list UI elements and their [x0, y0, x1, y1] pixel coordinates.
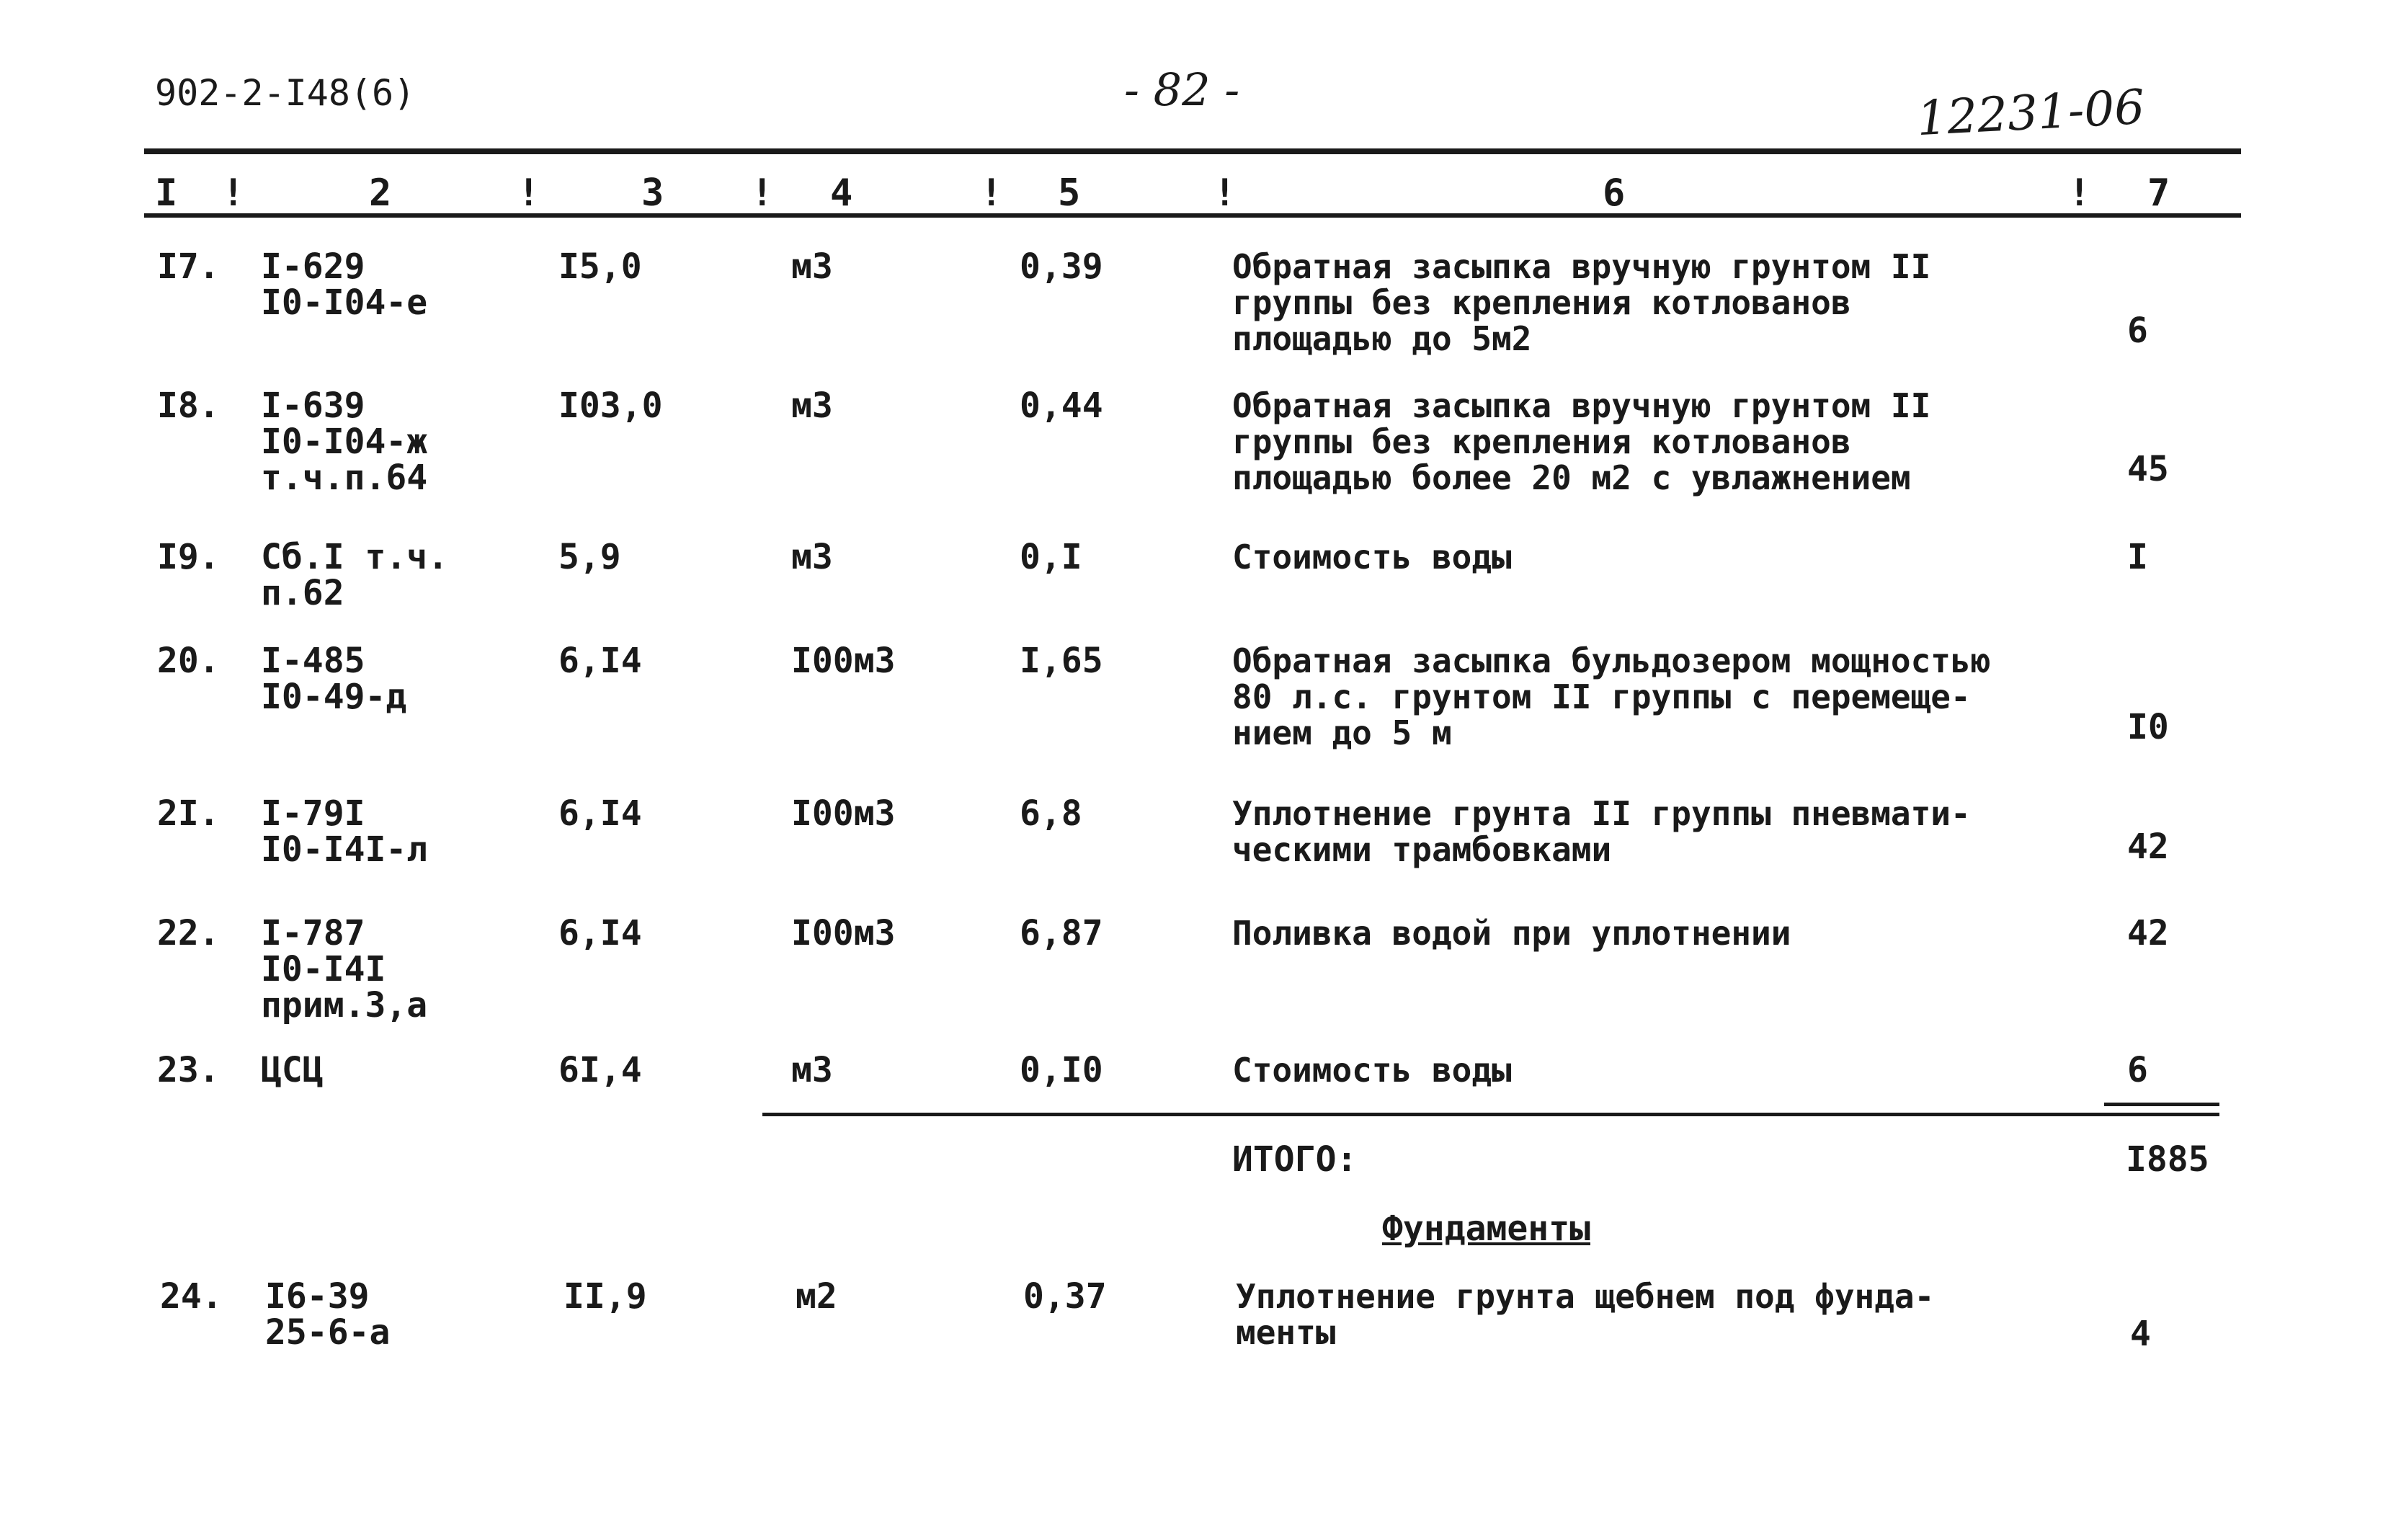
unit-price: 0,I [1020, 537, 1082, 577]
unit: м3 [791, 537, 833, 577]
norm-code: I6-39 25-6-а [265, 1276, 391, 1353]
work-description: Обратная засыпка вручную грунтом II группы без крепления котлованов площадью до 5м2 [1232, 247, 1931, 358]
column-header-6: 6 [1603, 172, 1626, 215]
row-number: 23. [157, 1050, 220, 1090]
unit: I00м3 [791, 913, 896, 953]
row-number: I9. [157, 537, 220, 577]
total-cost: 6 [2127, 1050, 2148, 1090]
column-header-4: 4 [830, 172, 853, 215]
unit-price: I,65 [1020, 641, 1103, 681]
norm-code: I-639 I0-I04-ж т.ч.п.64 [261, 386, 428, 498]
unit: I00м3 [791, 641, 896, 681]
unit: м2 [796, 1276, 837, 1317]
unit: м3 [791, 1050, 833, 1090]
total-cost: I0 [2127, 707, 2169, 747]
unit-price: 6,87 [1020, 913, 1103, 953]
quantity: 6,I4 [558, 641, 642, 681]
column-separator: ! [751, 172, 774, 215]
column-separator: ! [2068, 172, 2091, 215]
archive-number: 12231-06 [1915, 79, 2147, 147]
unit-price: 0,I0 [1020, 1050, 1103, 1090]
unit: м3 [791, 246, 833, 287]
page-number: - 82 - [1124, 63, 1240, 116]
column-separator: ! [980, 172, 1003, 215]
subtotal-label: ИТОГО: [1232, 1139, 1358, 1180]
column-header-3: 3 [641, 172, 664, 215]
work-description: Уплотнение грунта щебнем под фунда- менты [1236, 1277, 1935, 1352]
column-header-5: 5 [1058, 172, 1081, 215]
quantity: I5,0 [558, 246, 642, 287]
norm-code: ЦСЦ [261, 1050, 324, 1090]
row-number: I7. [157, 246, 220, 287]
work-description: Поливка водой при уплотнении [1232, 914, 1791, 953]
quantity: 6,I4 [558, 913, 642, 953]
top-rule [144, 148, 2241, 154]
work-description: Уплотнение грунта II группы пневмати- ческими трамбовками [1232, 794, 1971, 869]
total-cost: 6 [2127, 311, 2148, 351]
work-description: Стоимость воды [1232, 1051, 1512, 1090]
total-cost: 45 [2127, 449, 2169, 489]
norm-code: I-629 I0-I04-е [261, 246, 428, 323]
column-separator: ! [517, 172, 540, 215]
norm-code: I-79I I0-I4I-л [261, 793, 428, 870]
total-cost: 4 [2130, 1314, 2151, 1354]
header-rule [144, 213, 2241, 218]
section-title: Фундаменты [1382, 1209, 1590, 1249]
quantity: II,9 [564, 1276, 647, 1317]
unit: I00м3 [791, 793, 896, 834]
work-description: Обратная засыпка вручную грунтом II группы без крепления котлованов площадью более 20 м2 с увлажнением [1232, 386, 1931, 497]
column-header-2: 2 [369, 172, 392, 215]
total-cost: 42 [2127, 913, 2169, 953]
row-number: I8. [157, 386, 220, 426]
column-separator: ! [1213, 172, 1237, 215]
row-number: 2I. [157, 793, 220, 834]
quantity: 6,I4 [558, 793, 642, 834]
norm-code: I-787 I0-I4I прим.3,а [261, 913, 428, 1025]
quantity: 6I,4 [558, 1050, 642, 1090]
subtotal-value: I885 [2126, 1139, 2209, 1180]
column-header-7: 7 [2147, 172, 2170, 215]
norm-code: I-485 I0-49-д [261, 641, 407, 717]
row-number: 22. [157, 913, 220, 953]
quantity: 5,9 [558, 537, 621, 577]
unit-price: 6,8 [1020, 793, 1082, 834]
column-separator: ! [222, 172, 245, 215]
unit-price: 0,44 [1020, 386, 1103, 426]
unit: м3 [791, 386, 833, 426]
work-description: Обратная засыпка бульдозером мощностью 80 л.с. грунтом II группы с перемеще- нием до 5 м [1232, 641, 1991, 752]
subtotal-rule-right [2104, 1103, 2219, 1106]
quantity: I03,0 [558, 386, 663, 426]
column-header-1: I [155, 172, 178, 215]
total-cost: I [2127, 537, 2148, 577]
unit-price: 0,37 [1023, 1276, 1107, 1317]
work-description: Стоимость воды [1232, 538, 1512, 577]
total-cost: 42 [2127, 827, 2169, 867]
norm-code: Сб.I т.ч. п.62 [261, 537, 449, 613]
row-number: 24. [160, 1276, 223, 1317]
row-number: 20. [157, 641, 220, 681]
document-code: 902-2-I48(6) [155, 72, 416, 114]
subtotal-rule [762, 1113, 2219, 1116]
unit-price: 0,39 [1020, 246, 1103, 287]
